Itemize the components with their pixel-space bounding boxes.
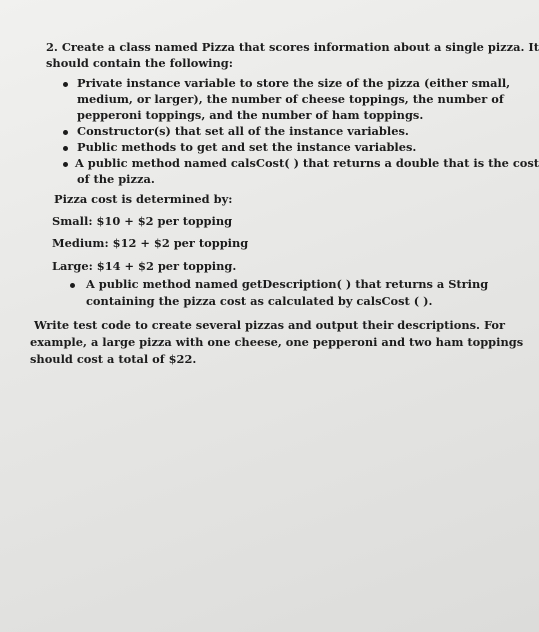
cost-rule-medium: Medium: $12 + $2 per topping: [52, 236, 249, 250]
bullet-1-line-3: pepperoni toppings, and the number of ham toppings.: [77, 108, 424, 122]
question-intro-line-2: should contain the following:: [46, 56, 233, 70]
bullet-3-line-1: Public methods to get and set the instance variables.: [77, 140, 417, 154]
closing-line-3: should cost a total of $22.: [30, 352, 197, 366]
closing-line-1: Write test code to create several pizzas and output their descriptions. For: [34, 318, 506, 332]
bullet-icon: [63, 130, 68, 135]
cost-rule-large: Large: $14 + $2 per topping.: [52, 259, 237, 273]
bullet-icon: [70, 283, 75, 288]
bullet-1-line-2: medium, or larger), the number of cheese toppings, the number of: [77, 92, 504, 106]
bullet-icon: [63, 82, 68, 87]
last-bullet-line-2: containing the pizza cost as calculated by calsCost ( ).: [86, 294, 433, 308]
bullet-1-line-1: Private instance variable to store the size of the pizza (either small,: [77, 76, 511, 90]
cost-rule-small: Small: $10 + $2 per topping: [52, 214, 233, 228]
cost-heading: Pizza cost is determined by:: [54, 192, 233, 206]
bullet-2-line-1: Constructor(s) that set all of the instance variables.: [77, 124, 409, 138]
bullet-4-line-1: A public method named calsCost( ) that returns a double that is the cost: [75, 156, 539, 170]
bullet-4-line-2: of the pizza.: [77, 172, 155, 186]
bullet-icon: [63, 146, 68, 151]
closing-line-2: example, a large pizza with one cheese, one pepperoni and two ham toppings: [30, 335, 524, 349]
last-bullet-line-1: A public method named getDescription( ) that returns a String: [86, 277, 489, 291]
question-intro-line-1: 2. Create a class named Pizza that scores information about a single pizza. It: [46, 40, 539, 54]
bullet-icon: [63, 162, 68, 167]
